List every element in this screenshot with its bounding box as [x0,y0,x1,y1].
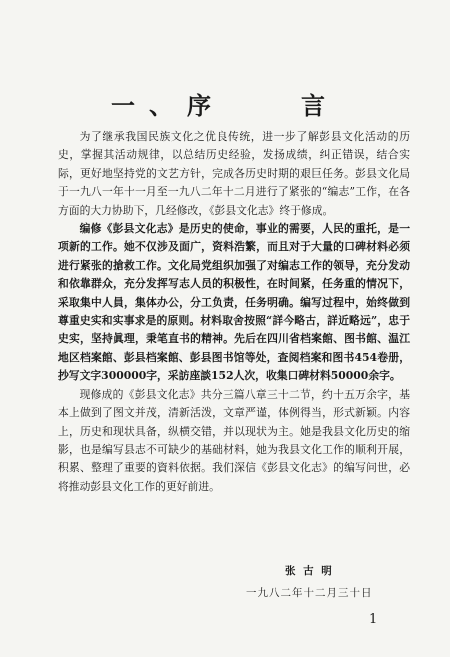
page-title: 一、序 言 [111,91,339,120]
preface-body [58,128,410,496]
page-number: 1 [369,612,378,627]
paragraph-2: 编修《彭县文化志》是历史的使命，事业的需要，人民的重托，是一项新的工作。她不仅涉及面广，资料浩繁，而且对于大量的口碑材料必须进行紧张的搶救工作。文化局党组织加强了对编志工作的领导，充分发动和依靠群众，充分发挥写志人员的积极性，在时间紧，任务重的情况下，采取集中人員，集体办公，分工负责，任务明确。编写过程中，始终做到尊重史实和实事求是的原则。材料取舍按照“詳今略古，詳近略远”，忠于史实，坚持眞理，秉笔直书的精神。先后在四川省档案館、图书館、温江地区档案館、彭县档案館、彭县图书馆等处，查阅档案和图书454卷册，抄写文字300000字，采訪座談152人次，收集口碑材料50000余字。 [58,222,410,383]
paragraph-3: 现修成的《彭县文化志》共分三篇八章三十二节，约十五万余字，基本上做到了图文并茂，清新活泼，文章严谨，体例得当，形式新颖。内容上，历史和现状具备，纵横交错，并以现状为主。她是我县文化历史的缩影，也是编写县志不可缺少的基础材料，她为我县文化工作的顺利开展，积累、整理了重要的資料依据。我们深信《彭县文化志》的编写问世，必将推动彭县文化工作的更好前进。 [58,387,410,493]
signature-date: 一九八二年十二月三十日 [246,587,373,599]
signature-name: 张 古 明 [285,565,334,577]
paragraph-1: 为了继承我国民族文化之优良传统，进一步了解彭县文化活动的历史，掌握其活动规律，以总结历史经验，发扬成绩，纠正错误，结合实际，更好地坚持党的文艺方针，完成各历史时期的艰巨任务。彭县文化局于一九八一年十一月至一九八二年十二月进行了紧张的“编志”工作，在各方面的大力协助下，几经修改，《彭县文化志》终于修成。 [58,130,410,217]
